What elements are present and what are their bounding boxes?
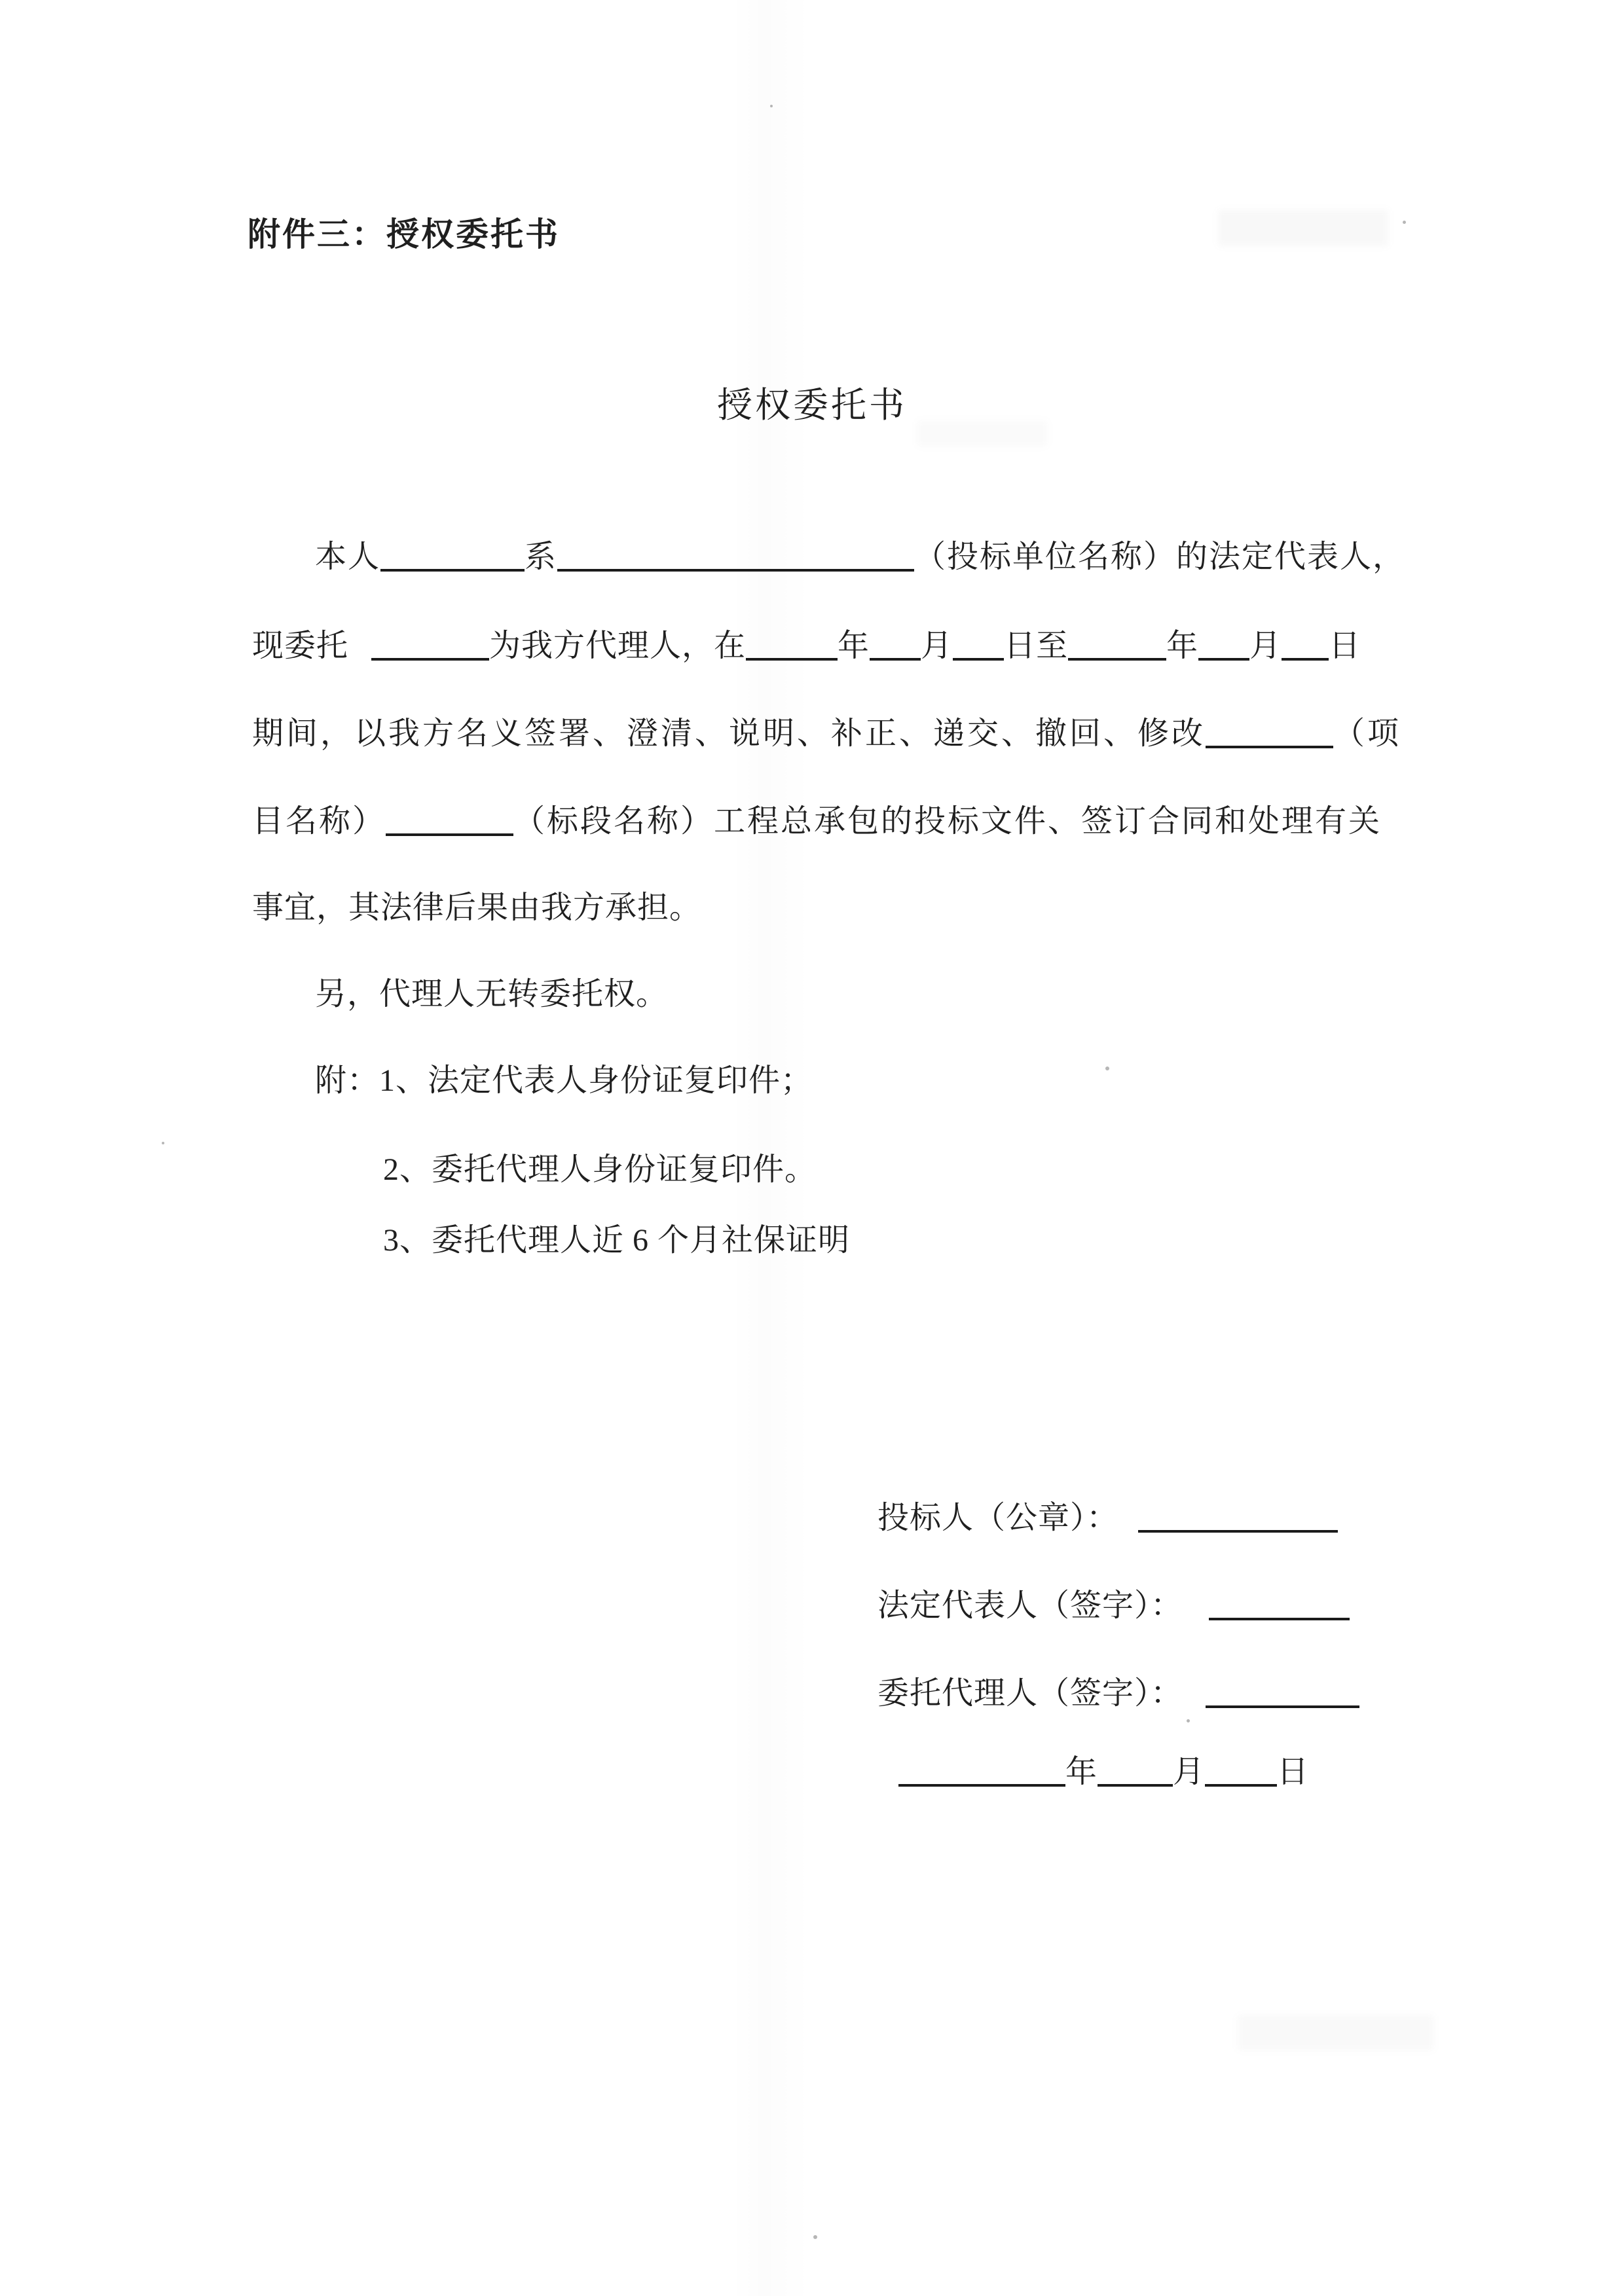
scan-ghost — [1238, 2015, 1434, 2050]
text-run: 为我方代理人，在 — [489, 629, 747, 663]
text-run: 另，代理人无转委托权。 — [315, 977, 669, 1011]
fill-in-blank — [746, 628, 838, 661]
text-run: （标段名称）工程总承包的投标文件、签订合同和处理有关 — [513, 804, 1382, 839]
body-line — [252, 537, 1405, 577]
body-line — [252, 974, 668, 1015]
text-run: 事宜，其法律后果由我方承担。 — [252, 890, 702, 925]
fill-in-blank — [380, 539, 525, 572]
text-run: 日至 — [1004, 629, 1069, 663]
attachment-list-item — [252, 1150, 817, 1190]
signature-line-entrusted-agent — [877, 1673, 1359, 1714]
attachment-list-item — [252, 1061, 813, 1101]
body-line — [252, 801, 1382, 842]
fill-in-blank — [1138, 1500, 1338, 1533]
text-run: 月 — [1249, 629, 1282, 663]
text-run: 日 — [1277, 1755, 1310, 1789]
fill-in-blank — [898, 1754, 1065, 1787]
scan-speck — [813, 2235, 817, 2239]
attachment-list-item — [252, 1220, 850, 1261]
document-title: 授权委托书 — [717, 386, 907, 425]
text-run: 年 — [838, 629, 870, 663]
signature-line-legal-rep — [877, 1586, 1350, 1626]
scan-speck — [1105, 1066, 1109, 1070]
fill-in-blank — [1098, 1754, 1173, 1787]
attachment-header: 附件三：授权委托书 — [248, 216, 560, 253]
fill-in-blank — [1068, 628, 1166, 661]
signature-line-date — [898, 1752, 1309, 1793]
text-run: 本人 — [315, 539, 381, 574]
fill-in-blank — [1209, 1588, 1350, 1620]
scan-speck — [162, 1142, 164, 1144]
text-run: 日 — [1329, 629, 1361, 663]
scan-ghost — [917, 420, 1048, 446]
text-run: 3、委托代理人近 6 个月社保证明 — [383, 1223, 851, 1258]
fill-in-blank — [1198, 628, 1249, 661]
text-run: 目名称） — [252, 804, 386, 839]
text-run: 系 — [525, 539, 558, 574]
text-run: 年 — [1065, 1755, 1098, 1789]
fill-in-blank — [953, 628, 1004, 661]
text-run: 委托代理人（签字）： — [877, 1676, 1183, 1711]
text-run: 投标人（公章）： — [877, 1501, 1119, 1535]
text-run: 年 — [1166, 629, 1199, 663]
text-run: （项 — [1333, 716, 1402, 751]
text-run: （投标单位名称）的法定代表人， — [914, 539, 1406, 574]
text-run: 月 — [921, 629, 953, 663]
scan-speck — [770, 105, 773, 107]
text-run: 现委托 — [252, 629, 349, 663]
fill-in-blank — [1206, 1675, 1359, 1708]
text-run: 法定代表人（签字）： — [877, 1588, 1183, 1623]
scan-speck — [1187, 1719, 1190, 1722]
body-line — [252, 888, 701, 928]
fill-in-blank — [1206, 716, 1333, 748]
fill-in-blank — [1282, 628, 1329, 661]
fill-in-blank — [1205, 1754, 1277, 1787]
text-run: 2、委托代理人身份证复印件。 — [383, 1152, 817, 1187]
fill-in-blank — [557, 539, 914, 572]
scan-ghost — [1218, 210, 1388, 246]
body-line — [252, 714, 1401, 754]
text-run: 附：1、法定代表人身份证复印件； — [315, 1063, 813, 1098]
body-line — [252, 626, 1361, 666]
fill-in-blank — [386, 803, 513, 836]
scan-speck — [1403, 221, 1406, 224]
signature-line-bidder-seal — [877, 1498, 1338, 1539]
text-run: 期间，以我方名义签署、澄清、说明、补正、递交、撤回、修改 — [252, 716, 1206, 751]
fill-in-blank — [371, 628, 489, 661]
text-run: 月 — [1173, 1755, 1206, 1789]
fill-in-blank — [870, 628, 921, 661]
